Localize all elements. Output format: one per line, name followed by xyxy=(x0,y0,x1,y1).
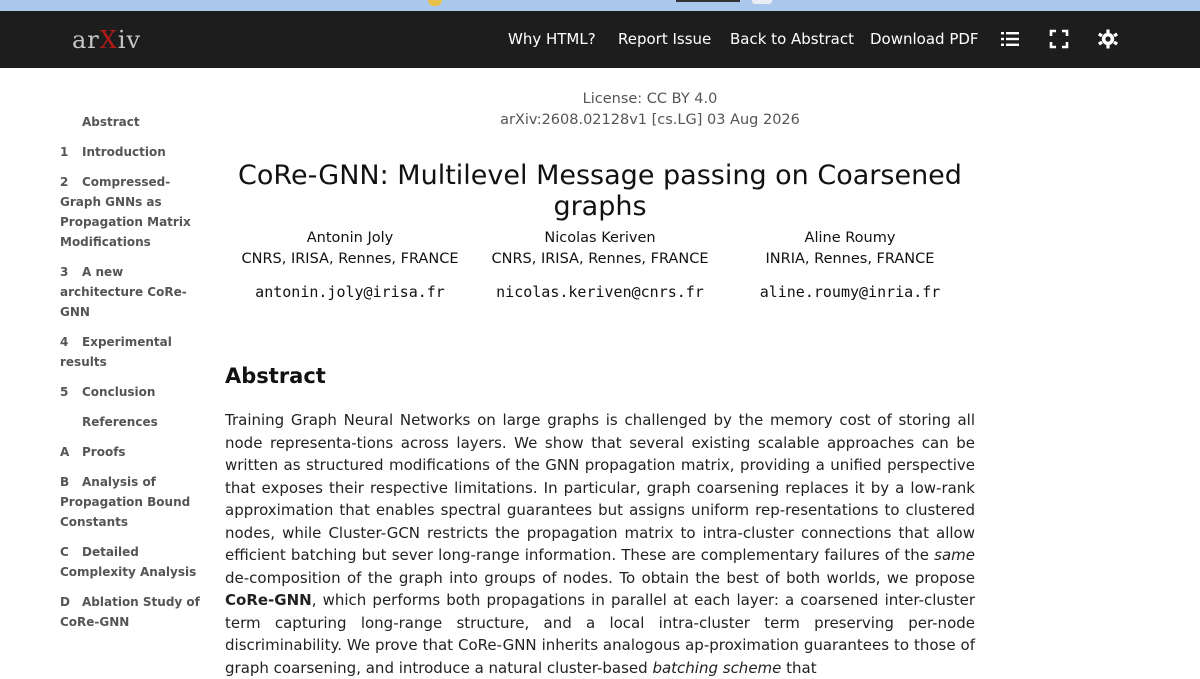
back-to-abstract-link[interactable]: Back to Abstract xyxy=(730,30,854,48)
toc-item-propagation-bound[interactable]: B Analysis of Propagation Bound Constants xyxy=(60,475,191,529)
author-email: aline.roumy@inria.fr xyxy=(759,283,941,301)
arxiv-id-line: arXiv:2608.02128v1 [cs.LG] 03 Aug 2026 xyxy=(500,112,800,128)
author-email: nicolas.keriven@cnrs.fr xyxy=(496,283,704,301)
author-email: antonin.joly@irisa.fr xyxy=(255,283,445,301)
notification-close-button[interactable] xyxy=(752,0,772,4)
toc-item-abstract[interactable]: Abstract xyxy=(82,115,140,129)
toc-item-complexity-analysis[interactable]: C Detailed Complexity Analysis xyxy=(60,545,197,579)
arxiv-logo[interactable]: arXiv xyxy=(72,26,142,54)
why-html-link[interactable]: Why HTML? xyxy=(508,30,596,48)
toc-item-introduction[interactable]: 1 Introduction xyxy=(60,145,166,159)
author-name: Aline Roumy xyxy=(804,230,896,246)
toc-item-compressed-graph-gnns[interactable]: 2 Compressed-Graph GNNs as Propagation Matrix Modifications xyxy=(60,175,191,249)
paper-title: CoRe-GNN: Multilevel Message passing on Coarsened graphs xyxy=(238,160,962,222)
author-block xyxy=(720,228,980,303)
toc-item-conclusion[interactable]: 5 Conclusion xyxy=(60,385,156,399)
author-affiliation: CNRS, IRISA, Rennes, FRANCE xyxy=(241,251,459,267)
toc-item-experimental-results[interactable]: 4 Experimental results xyxy=(60,335,172,369)
author-affiliation: INRIA, Rennes, FRANCE xyxy=(765,251,935,267)
author-affiliation: CNRS, IRISA, Rennes, FRANCE xyxy=(491,251,709,267)
download-pdf-link[interactable]: Download PDF xyxy=(870,30,979,48)
author-name: Antonin Joly xyxy=(306,230,394,246)
author-block xyxy=(220,228,480,303)
settings-icon[interactable] xyxy=(1097,28,1119,50)
toc-item-references[interactable]: References xyxy=(82,415,158,429)
report-issue-link[interactable]: Report Issue xyxy=(618,30,712,48)
browser-notification-strip xyxy=(0,0,1200,11)
license-line: License: CC BY 4.0 xyxy=(582,91,718,107)
abstract-heading: Abstract xyxy=(225,364,326,388)
toc-item-new-architecture[interactable]: 3 A new architecture CoRe-GNN xyxy=(60,265,187,319)
notification-link[interactable] xyxy=(676,0,740,2)
author-block xyxy=(470,228,730,303)
notification-icon xyxy=(428,0,442,6)
toc-item-ablation-study[interactable]: D Ablation Study of CoRe-GNN xyxy=(60,595,200,629)
author-name: Nicolas Keriven xyxy=(544,230,656,246)
site-header xyxy=(0,11,1200,68)
abstract-text: Training Graph Neural Networks on large graphs is challenged by the memory cost of storing all node representa-tions across layers. We show that several existing scalable approaches can be written as structured modifications of the GNN propagation matrix, providing a unified perspective that exposes their respective limitations. In particular, graph coarsening replaces it by a low-rank approximation that enables spectral guarantees but assigns uniform rep-resentations to clustered nodes, while Cluster-GCN restricts the propagation matrix to intra-cluster connections that allow efficient batching but sever long-range information. These are complementary failures of the same de-composition of the graph into groups of nodes. To obtain the best of both worlds, we propose CoRe-GNN, which performs both propagations in parallel at each layer: a coarsened inter-cluster term capturing long-range structure, and a local intra-cluster term preserving per-node discriminability. We prove that CoRe-GNN inherits analogous ap-proximation guarantees to those of graph coarsening, and introduce a natural cluster-based batching scheme that xyxy=(225,411,975,677)
list-icon[interactable] xyxy=(999,28,1021,50)
toc-item-proofs[interactable]: A Proofs xyxy=(60,445,126,459)
fullscreen-icon[interactable] xyxy=(1048,28,1070,50)
table-of-contents xyxy=(60,112,200,642)
